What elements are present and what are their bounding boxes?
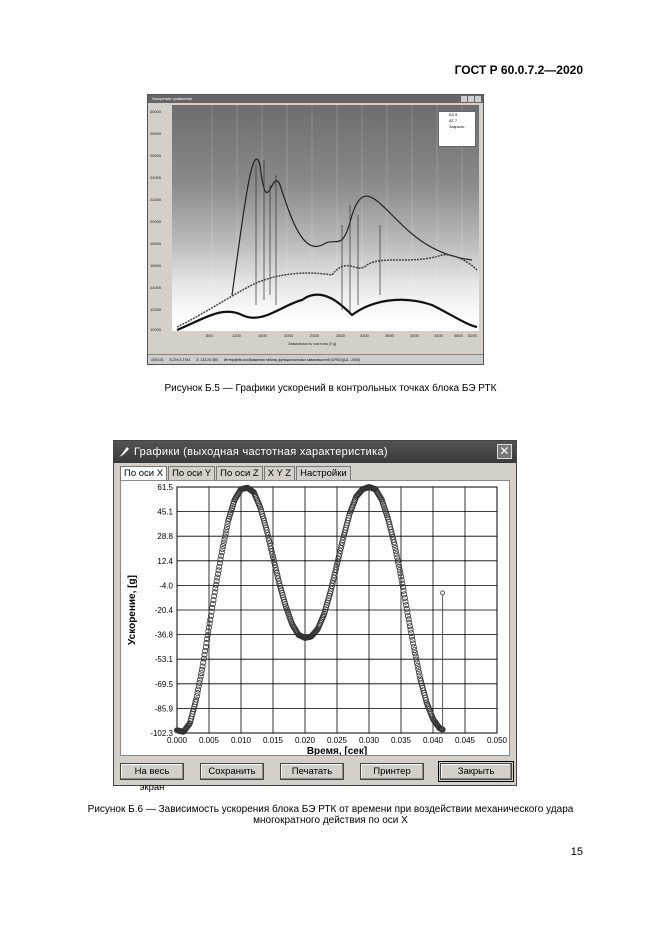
button-row: [120, 763, 512, 793]
y-tick: 14000: [150, 285, 162, 290]
figure-b5-titlebar: [148, 95, 483, 103]
figure-b5-legend: [438, 111, 476, 147]
figure-b5-statusbar: [148, 354, 483, 364]
figure-b5-title: Ускорения сравнение: [152, 96, 193, 101]
x-tick: 3600: [385, 333, 394, 338]
y-tick: 18000: [150, 241, 162, 246]
y-tick-label: 61.5: [157, 483, 173, 492]
figure-b5-plot-area: [172, 105, 479, 331]
close-button[interactable]: Закрыть: [440, 763, 512, 780]
y-tick: 16000: [150, 263, 162, 268]
y-tick-label: -4.0: [159, 581, 173, 591]
figure-b5-caption: Рисунок Б.5 — Графики ускорений в контрольных точках блока БЭ РТК: [164, 383, 497, 394]
figure-b6-window: [113, 440, 517, 793]
save-button[interactable]: Сохранить: [200, 763, 264, 780]
x-tick: 4400: [434, 333, 443, 338]
x-tick-label: 0.010: [230, 736, 252, 745]
x-tick-label: 0.045: [454, 736, 476, 745]
x-tick: 1600: [258, 333, 267, 338]
y-tick: 24000: [150, 175, 162, 180]
tab-xyz[interactable]: X Y Z: [264, 466, 295, 481]
marker-point: [441, 591, 445, 595]
y-tick-label: -20.4: [154, 606, 173, 615]
chart-pen-icon: [118, 446, 130, 458]
y-tick: 10000: [150, 327, 162, 332]
x-tick-label: 0.005: [198, 736, 220, 745]
y-tick-label: -53.1: [154, 655, 173, 665]
y-tick-label: -102.3: [150, 729, 173, 738]
figure-b6-titlebar: [114, 441, 516, 463]
close-icon[interactable]: ✕: [497, 444, 512, 459]
x-tick-label: 0.035: [390, 736, 412, 745]
y-tick: 20000: [150, 219, 162, 224]
figure-b6-caption: [40, 804, 621, 826]
x-tick-label: 0.015: [262, 736, 284, 745]
fullscreen-button[interactable]: На весь экран: [120, 763, 184, 780]
y-tick-label: -85.9: [154, 704, 173, 714]
figure-b5-window: [147, 94, 484, 365]
x-tick-label: 0.050: [486, 736, 508, 745]
chart-panel: [120, 480, 510, 756]
x-tick: 4000: [410, 333, 419, 338]
print-button[interactable]: Печатать: [280, 763, 344, 780]
document-standard-number: ГОСТ Р 60.0.7.2—2020: [454, 63, 583, 77]
y-tick: 26000: [150, 153, 162, 158]
figure-b5-x-label: Зависимость частоты [Гц]: [288, 341, 336, 346]
status-field: X: 123.24 350: [196, 357, 218, 362]
status-field: Интерфейс изображения таблиц функциональных зависимостей (CPDD)(LA - 2000): [223, 357, 361, 362]
curve-b5-mid: [177, 255, 477, 327]
figure-b6-caption-line1: Рисунок Б.6 — Зависимость ускорения блока БЭ РТК от времени при воздействии механического удара: [87, 804, 574, 815]
x-tick: 1200: [232, 333, 241, 338]
y-tick-label: 45.1: [157, 507, 173, 517]
y-axis-label: Ускорение, [g]: [127, 575, 138, 645]
y-axis-ticks: [150, 483, 173, 738]
x-tick-label: 0.025: [326, 736, 348, 745]
x-tick-label: 0.040: [422, 736, 444, 745]
legend-entry[interactable]: АТ 7: [449, 118, 458, 123]
x-tick: 2400: [310, 333, 319, 338]
tab-settings[interactable]: Настройки: [296, 466, 351, 481]
figure-b5-curves: [172, 105, 479, 331]
x-tick: 3200: [360, 333, 369, 338]
tab-axis-y[interactable]: По оси Y: [168, 466, 215, 481]
legend-close-button[interactable]: Закрыть: [449, 124, 465, 129]
y-tick-label: -69.5: [154, 679, 173, 689]
x-tick: 2800: [336, 333, 345, 338]
tab-axis-z[interactable]: По оси Z: [216, 466, 263, 481]
x-tick-label: 0.030: [358, 736, 380, 745]
x-tick-label: 0.020: [294, 736, 316, 745]
curve-b5-upper: [232, 159, 472, 295]
y-tick: 30000: [150, 109, 162, 114]
y-tick-label: -36.8: [154, 630, 173, 640]
y-tick: 28000: [150, 131, 162, 136]
y-tick: 12000: [150, 307, 162, 312]
tab-axis-x[interactable]: По оси X: [120, 466, 167, 482]
status-field: 5.27e:2 27e3: [169, 357, 191, 362]
x-tick: 4800: [454, 333, 463, 338]
figure-b6-title: Графики (выходная частотная характеристика): [134, 446, 388, 458]
curve-b5-lower: [177, 295, 477, 330]
minimize-icon[interactable]: [461, 96, 467, 102]
x-tick-label: 0.000: [166, 736, 188, 745]
x-tick: 800: [206, 333, 213, 338]
x-axis-ticks: [167, 736, 508, 745]
x-tick: 5200: [468, 333, 477, 338]
status-field: 100:101: [151, 357, 164, 362]
y-tick: 22000: [150, 197, 162, 202]
x-axis-label: Время, [сек]: [306, 746, 368, 755]
acceleration-chart: [121, 481, 509, 755]
printer-button[interactable]: Принтер: [360, 763, 424, 780]
x-tick: 2000: [284, 333, 293, 338]
y-tick-label: 12.4: [157, 556, 173, 566]
maximize-icon[interactable]: [468, 96, 474, 102]
close-icon[interactable]: [475, 96, 481, 102]
figure-b6-caption-line2: многократного действия по оси X: [253, 815, 408, 826]
y-tick-label: 28.8: [157, 532, 173, 542]
legend-entry[interactable]: БЗ 5: [449, 112, 458, 117]
page-number: 15: [570, 846, 583, 858]
